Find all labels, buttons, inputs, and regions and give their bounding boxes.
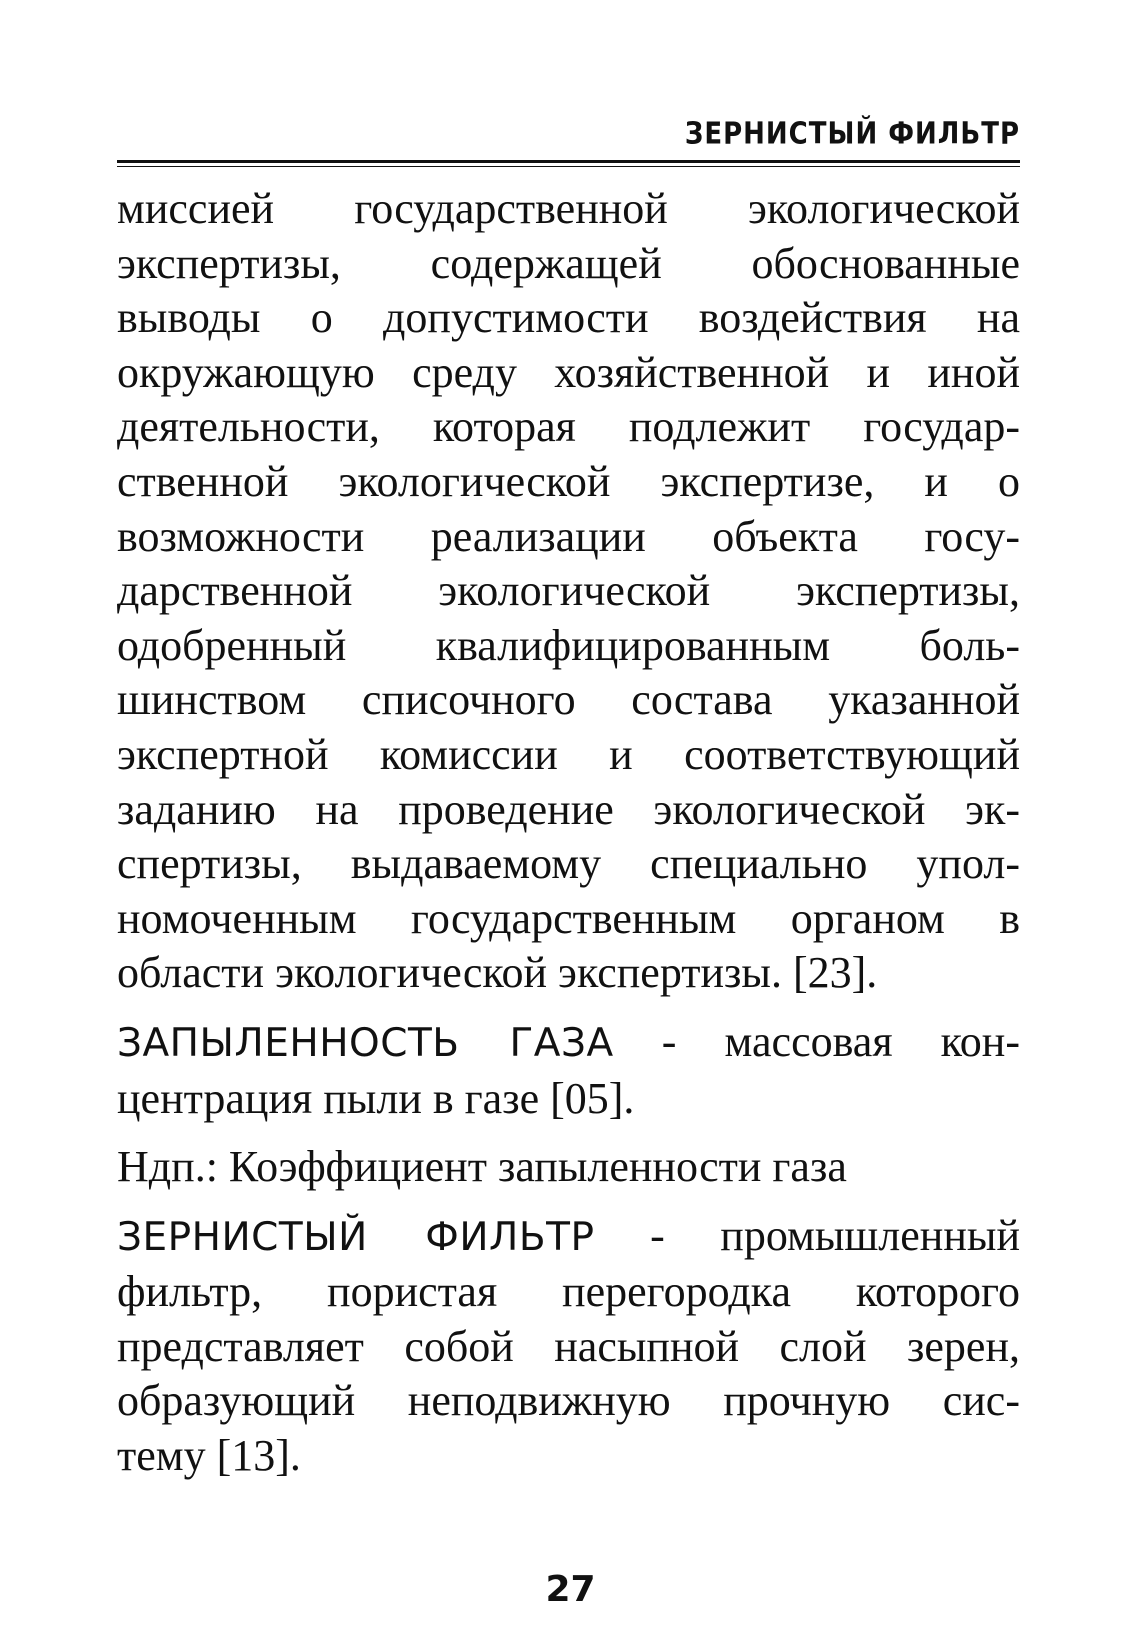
text-line: заданию на проведение экологической эк- (117, 784, 1020, 834)
text-line: экспертной комиссии и соответствующий (117, 729, 1020, 779)
text-line: центрация пыли в газе [05]. (117, 1073, 635, 1123)
text-line: представляет собой насыпной слой зерен, (117, 1321, 1020, 1371)
definition-term: ЗАПЫЛЕННОСТЬ ГАЗА (117, 1020, 614, 1066)
text-line: окружающую среду хозяйственной и иной (117, 347, 1020, 397)
definition-granular-filter (117, 1209, 1020, 1484)
text-line: выводы о допустимости воздействия на (117, 293, 1020, 343)
text-line: образующий неподвижную прочную сис- (117, 1376, 1020, 1426)
text-line: Ндп.: Коэффициент запыленности газа (117, 1142, 847, 1192)
page-body (117, 182, 1020, 1484)
definition-text: - промышленный (594, 1210, 1020, 1260)
text-line: спертизы, выдаваемому специально упол- (117, 839, 1020, 889)
text-line: шинством списочного состава указанной (117, 675, 1020, 725)
text-line: ственной экологической экспертизе, и о (117, 456, 1020, 506)
text-line (117, 1209, 1020, 1266)
text-line: деятельности, которая подлежит государ- (117, 402, 1020, 452)
text-line: номоченным государственным органом в (117, 893, 1020, 943)
text-line: одобренный квалифицированным боль- (117, 620, 1020, 670)
definition-term: ЗЕРНИСТЫЙ ФИЛЬТР (117, 1214, 595, 1260)
text-line: тему [13]. (117, 1431, 301, 1481)
definition-dust-content (117, 1015, 1020, 1126)
header-rule-thin (117, 166, 1020, 167)
text-line: экспертизы, содержащей обоснованные (117, 238, 1020, 288)
text-line (117, 1015, 1020, 1072)
text-line: возможности реализации объекта госу- (117, 511, 1020, 561)
header-rule-thick (117, 160, 1020, 163)
page-number: 27 (545, 1569, 596, 1610)
text-line: фильтр, пористая перегородка которого (117, 1267, 1020, 1317)
definition-text: - массовая кон- (613, 1016, 1020, 1066)
running-header: ЗЕРНИСТЫЙ ФИЛЬТР (684, 117, 1020, 152)
paragraph-continuation (117, 182, 1020, 1001)
not-recommended-term (117, 1140, 1020, 1195)
text-line: области экологической экспертизы. [23]. (117, 948, 878, 998)
text-line: миссией государственной экологической (117, 184, 1020, 233)
text-line: дарственной экологической экспертизы, (117, 566, 1020, 616)
